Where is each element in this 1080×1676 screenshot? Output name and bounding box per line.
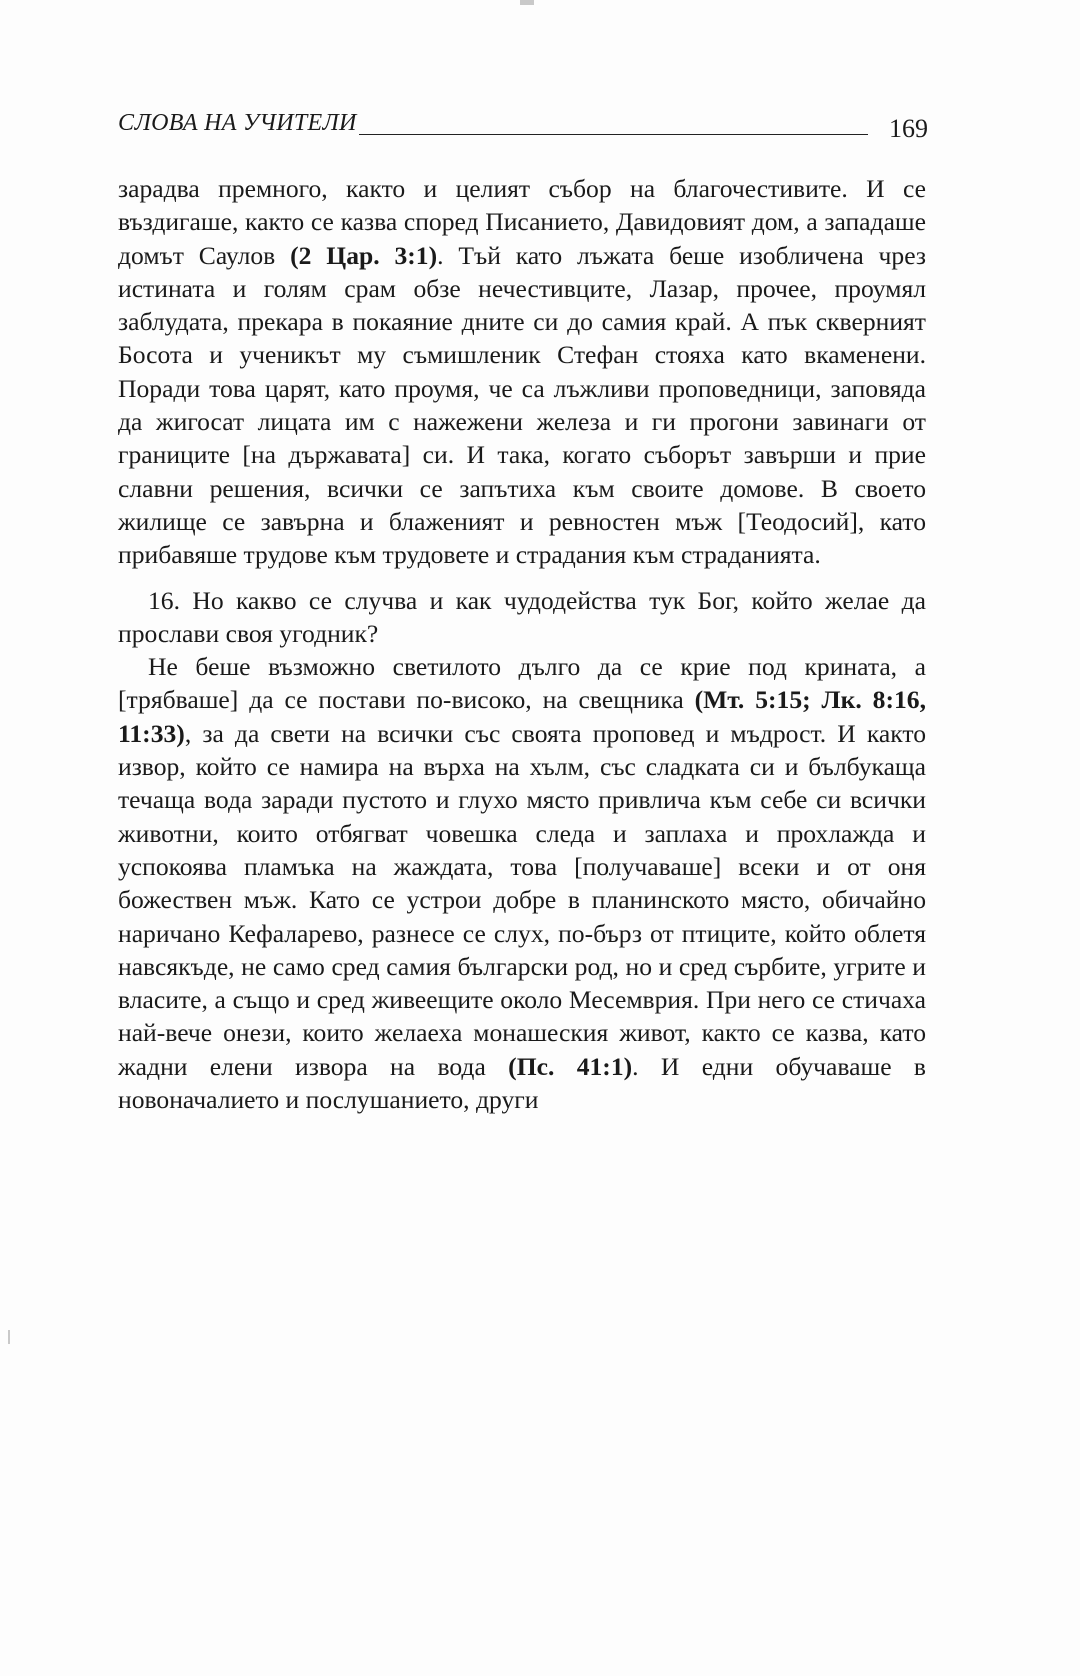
- running-head: [118, 108, 928, 146]
- paragraph-section-16: [118, 584, 926, 651]
- text-run: , за да свети на всички със своята проповед и мъдрост. И както извор, който се намира на върха на хълм, със сладката си и бълбукаща течаща вода заради пустото и глухо място привлича към себе си всички животни, които отбягват човешка следа и заплаха и прохлажда и успокоява пламъка на жаждата, това [получаваше] всеки и от оня божествен мъж. Като се устрои добре в планинското място, обичайно наричано Кефаларево, разнесе се слух, по-бърз от птиците, който облетя навсякъде, не само сред самия български род, но и сред сърбите, угрите и власите, а също и сред живеещите около Месемврия. При него се стичаха най-вече онези, които желаеха монашеския живот, както се казва, като жадни елени извора на вода: [118, 718, 926, 1081]
- text-run: . Тъй като лъжата беше изобличена чрез истината и голям срам обзе нечестивците, Лазар, прочее, проумял заблудата, прекара в покаяние дните си до самия край. А пък скверният Босота и ученикът му съмишленик Стефан стояха като вкаменени. Поради това царят, като проумя, че са лъжливи проповедници, заповяда да жигосат лицата им с нажежени железа и ги прогони завинаги от границите [на държавата] си. И така, когато съборът завърши и прие славни решения, всички се запътиха към своите домове. В своето жилище се завърна и блаженият и ревностен мъж [Теодосий], като прибавяше трудове към трудовете и страдания към страданията.: [118, 240, 926, 570]
- page-number: 169: [889, 114, 928, 143]
- scripture-reference: (Пс. 41:1): [508, 1051, 633, 1081]
- text-run: Не беше възможно светилото дълго да се крие под крината, а [трябваше] да се постави по-високо, на свещника: [118, 652, 926, 715]
- text-run: . И едни обучаваше в новоначалието и послушанието, други: [118, 1051, 926, 1115]
- scan-artifact-left: [8, 1330, 10, 1344]
- header-rule: [328, 134, 868, 135]
- scripture-reference: (Мт. 5:15; Лк. 8:16, 11:33): [118, 685, 926, 748]
- running-title: СЛОВА НА УЧИТЕЛИ: [118, 110, 357, 136]
- body-text: [118, 172, 926, 1116]
- scripture-reference: (2 Цар. 3:1): [290, 240, 438, 270]
- paragraph-continuation: [118, 172, 926, 572]
- text-run: 16. Но какво се случва и как чудодейства тук Бог, който желае да прослави своя угодник?: [118, 585, 926, 648]
- text-run: зарадва премного, както и целият събор на благочестивите. И се въздигаше, както се казва според Писанието, Давидовият дом, а западаше домът Саулов: [118, 174, 926, 270]
- scan-artifact-top: [520, 0, 534, 5]
- paragraph: [118, 650, 926, 1116]
